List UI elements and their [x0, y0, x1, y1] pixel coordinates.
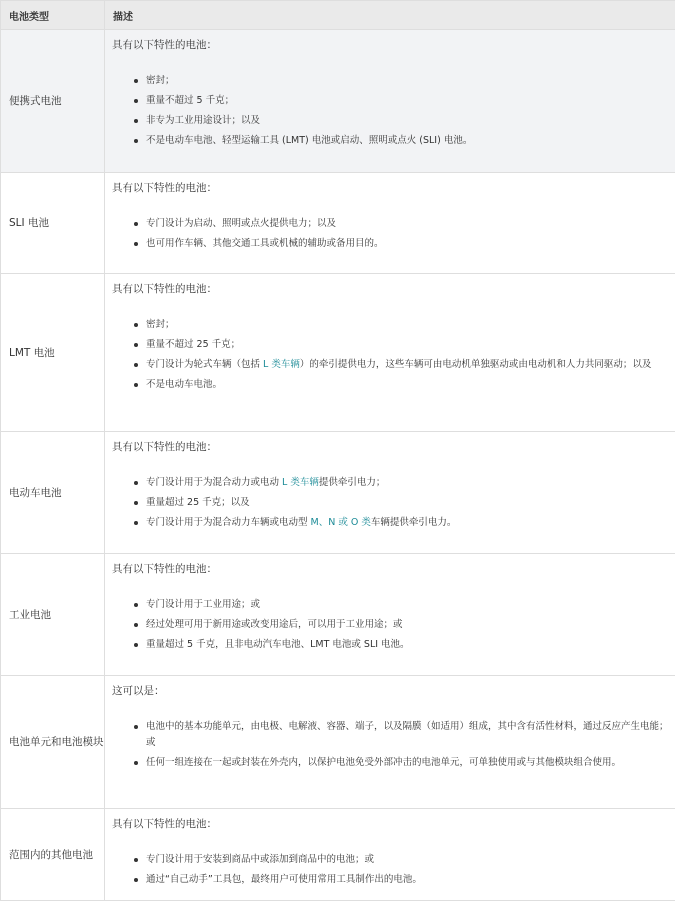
list-item-text: 密封；	[146, 75, 175, 86]
list-item	[132, 236, 669, 252]
description-cell	[105, 809, 675, 901]
list-item	[132, 357, 669, 373]
list-item-text: 专门设计用于安装到商品中或添加到商品中的电池；或	[146, 854, 374, 865]
description-cell	[105, 173, 675, 274]
characteristics-list	[112, 475, 669, 531]
characteristics-list	[112, 597, 669, 653]
list-item-text: 重量不超过 25 千克；	[146, 339, 240, 350]
list-item	[132, 93, 669, 109]
characteristics-list	[112, 852, 669, 888]
list-item	[132, 719, 669, 751]
list-item	[132, 317, 669, 333]
list-item-text: 提供牵引电力；	[319, 477, 386, 488]
list-item-text: 重量不超过 5 千克；	[146, 95, 234, 106]
vehicle-category-link[interactable]: L 类车辆	[263, 359, 300, 370]
battery-type-cell: LMT 电池	[1, 274, 105, 432]
description-intro: 具有以下特性的电池：	[112, 562, 669, 577]
description-cell	[105, 676, 675, 809]
table-row	[1, 173, 675, 274]
description-intro: 具有以下特性的电池：	[112, 282, 669, 297]
list-item-text: ）的牵引提供电力，这些车辆可由电动机单独驱动或由电动机和人力共同驱动；以及	[300, 359, 652, 370]
list-item-text: 经过处理可用于新用途或改变用途后，可以用于工业用途；或	[146, 619, 403, 630]
battery-type-cell: 范围内的其他电池	[1, 809, 105, 901]
description-intro: 具有以下特性的电池：	[112, 817, 669, 832]
list-item	[132, 755, 669, 771]
list-item-text: 重量超过 25 千克；以及	[146, 497, 250, 508]
list-item	[132, 495, 669, 511]
table-row	[1, 554, 675, 676]
description-cell	[105, 30, 675, 173]
list-item-text: 不是电动车电池、轻型运输工具 (LMT) 电池或启动、照明或点火 (SLI) 电池。	[146, 135, 472, 146]
list-item	[132, 133, 669, 149]
list-item	[132, 475, 669, 491]
table-row	[1, 432, 675, 554]
description-intro: 具有以下特性的电池：	[112, 181, 669, 196]
list-item-text: 专门设计为轮式车辆（包括	[146, 359, 263, 370]
list-item	[132, 872, 669, 888]
list-item	[132, 617, 669, 633]
characteristics-list	[112, 317, 669, 393]
battery-type-cell: 电池单元和电池模块	[1, 676, 105, 809]
battery-type-cell: 工业电池	[1, 554, 105, 676]
list-item	[132, 515, 669, 531]
list-item-text: 密封；	[146, 319, 175, 330]
vehicle-category-link[interactable]: L 类车辆	[282, 477, 319, 488]
list-item-text: 通过“自己动手”工具包，最终用户可使用常用工具制作出的电池。	[146, 874, 422, 885]
description-cell	[105, 554, 675, 676]
list-item-text: 非专为工业用途设计；以及	[146, 115, 260, 126]
characteristics-list	[112, 719, 669, 771]
list-item	[132, 377, 669, 393]
description-cell	[105, 274, 675, 432]
battery-type-cell: 便携式电池	[1, 30, 105, 173]
list-item-text: 专门设计为启动、照明或点火提供电力；以及	[146, 218, 336, 229]
table-header-row	[1, 1, 675, 30]
list-item-text: 也可用作车辆、其他交通工具或机械的辅助或备用目的。	[146, 238, 384, 249]
list-item-text: 任何一组连接在一起或封装在外壳内，以保护电池免受外部冲击的电池单元，可单独使用或与其他模块组合使用。	[146, 757, 621, 768]
table-row	[1, 274, 675, 432]
battery-type-cell: SLI 电池	[1, 173, 105, 274]
list-item-text: 专门设计用于为混合动力车辆或电动型	[146, 517, 311, 528]
characteristics-list	[112, 216, 669, 252]
list-item	[132, 73, 669, 89]
list-item	[132, 852, 669, 868]
table-row	[1, 676, 675, 809]
list-item	[132, 637, 669, 653]
vehicle-category-link[interactable]: M、N 或 O 类	[311, 517, 371, 528]
list-item-text: 专门设计用于为混合动力或电动	[146, 477, 282, 488]
description-intro: 具有以下特性的电池：	[112, 38, 669, 53]
list-item	[132, 337, 669, 353]
battery-type-cell: 电动车电池	[1, 432, 105, 554]
header-battery-type: 电池类型	[1, 1, 105, 30]
header-description: 描述	[105, 1, 675, 30]
list-item	[132, 113, 669, 129]
list-item	[132, 216, 669, 232]
list-item-text: 车辆提供牵引电力。	[371, 517, 457, 528]
list-item-text: 专门设计用于工业用途；或	[146, 599, 260, 610]
description-intro: 具有以下特性的电池：	[112, 440, 669, 455]
list-item-text: 电池中的基本功能单元，由电极、电解液、容器、端子，以及隔膜（如适用）组成，其中含有活性材料，通过反应产生电能；或	[146, 721, 669, 748]
description-intro: 这可以是：	[112, 684, 669, 699]
description-cell	[105, 432, 675, 554]
table-row	[1, 809, 675, 901]
list-item	[132, 597, 669, 613]
list-item-text: 重量超过 5 千克，且非电动汽车电池、LMT 电池或 SLI 电池。	[146, 639, 410, 650]
table-row	[1, 30, 675, 173]
list-item-text: 不是电动车电池。	[146, 379, 222, 390]
characteristics-list	[112, 73, 669, 149]
